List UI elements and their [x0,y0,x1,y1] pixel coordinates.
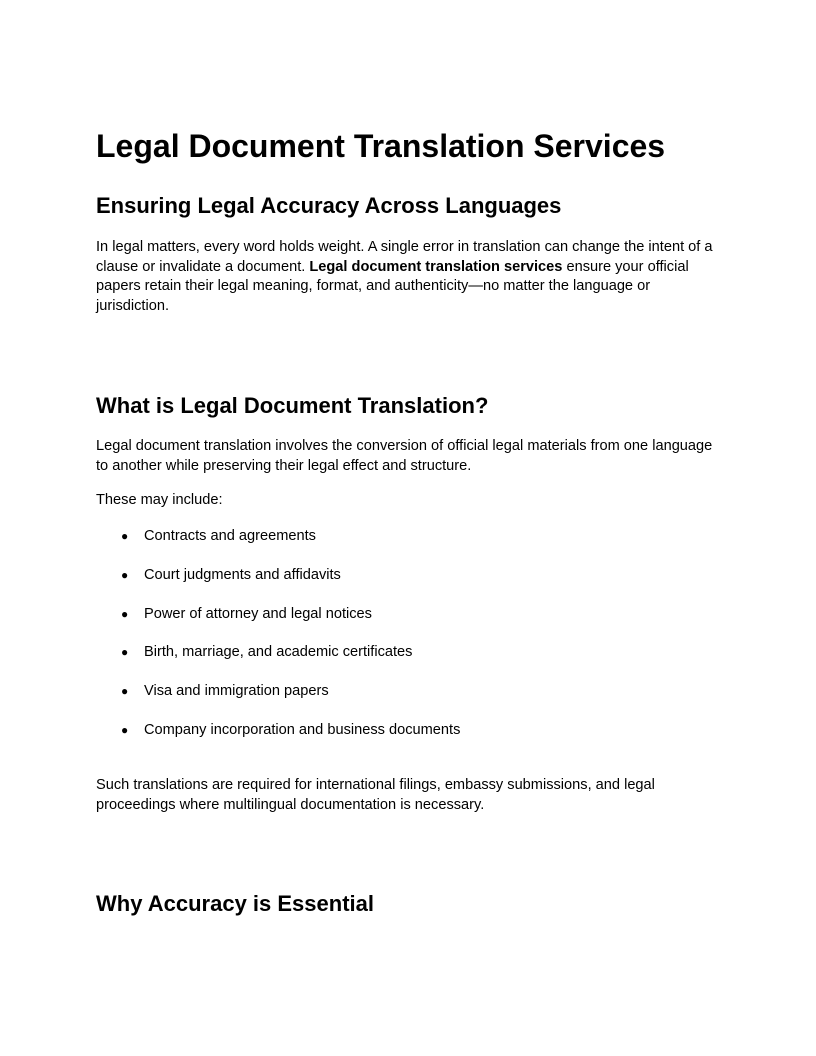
intro-text-start: In legal matters, every word holds weight. A single error in translation can change the intent of a clause or invalidate a document. [96,239,713,275]
bullet-icon: ● [121,606,129,621]
list-item [96,721,720,740]
document-title: Legal Document Translation Services [96,128,666,164]
list-item [96,605,720,624]
section-heading-what-is: What is Legal Document Translation? [96,393,489,418]
closing-paragraph: Such translations are required for international filings, embassy submissions, and legal proceedings where multilingual documentation is necessary. [96,777,655,813]
list-item [96,643,720,662]
list-item [96,566,720,585]
list-item-text: Birth, marriage, and academic certificates [144,644,413,661]
list-item-text: Contracts and agreements [144,528,316,544]
list-item [96,527,720,546]
list-item-text: Court judgments and affidavits [144,566,341,583]
list-item [96,682,720,701]
list-item-text: Company incorporation and business documents [144,721,461,738]
intro-text-end: ensure your official papers retain their legal meaning, format, and authenticity—no matter the language or jurisdiction. [96,258,689,314]
bullet-icon: ● [121,529,129,543]
list-item-text: Visa and immigration papers [144,683,329,700]
section-heading-ensuring-accuracy: Ensuring Legal Accuracy Across Languages [96,193,562,218]
definition-paragraph: Legal document translation involves the conversion of official legal materials from one language to another while preserving their legal effect and structure. [96,438,713,474]
intro-bold-phrase: Legal document translation services [309,258,563,275]
section-heading-why-accuracy: Why Accuracy is Essential [96,891,374,916]
bullet-icon: ● [121,645,129,660]
bullet-icon: ● [121,722,129,737]
list-item-text: Power of attorney and legal notices [144,605,372,622]
list-intro: These may include: [96,492,223,508]
bullet-icon: ● [121,684,129,699]
intro-paragraph [96,238,720,316]
bullet-icon: ● [121,567,129,582]
document-types-list [96,527,720,760]
